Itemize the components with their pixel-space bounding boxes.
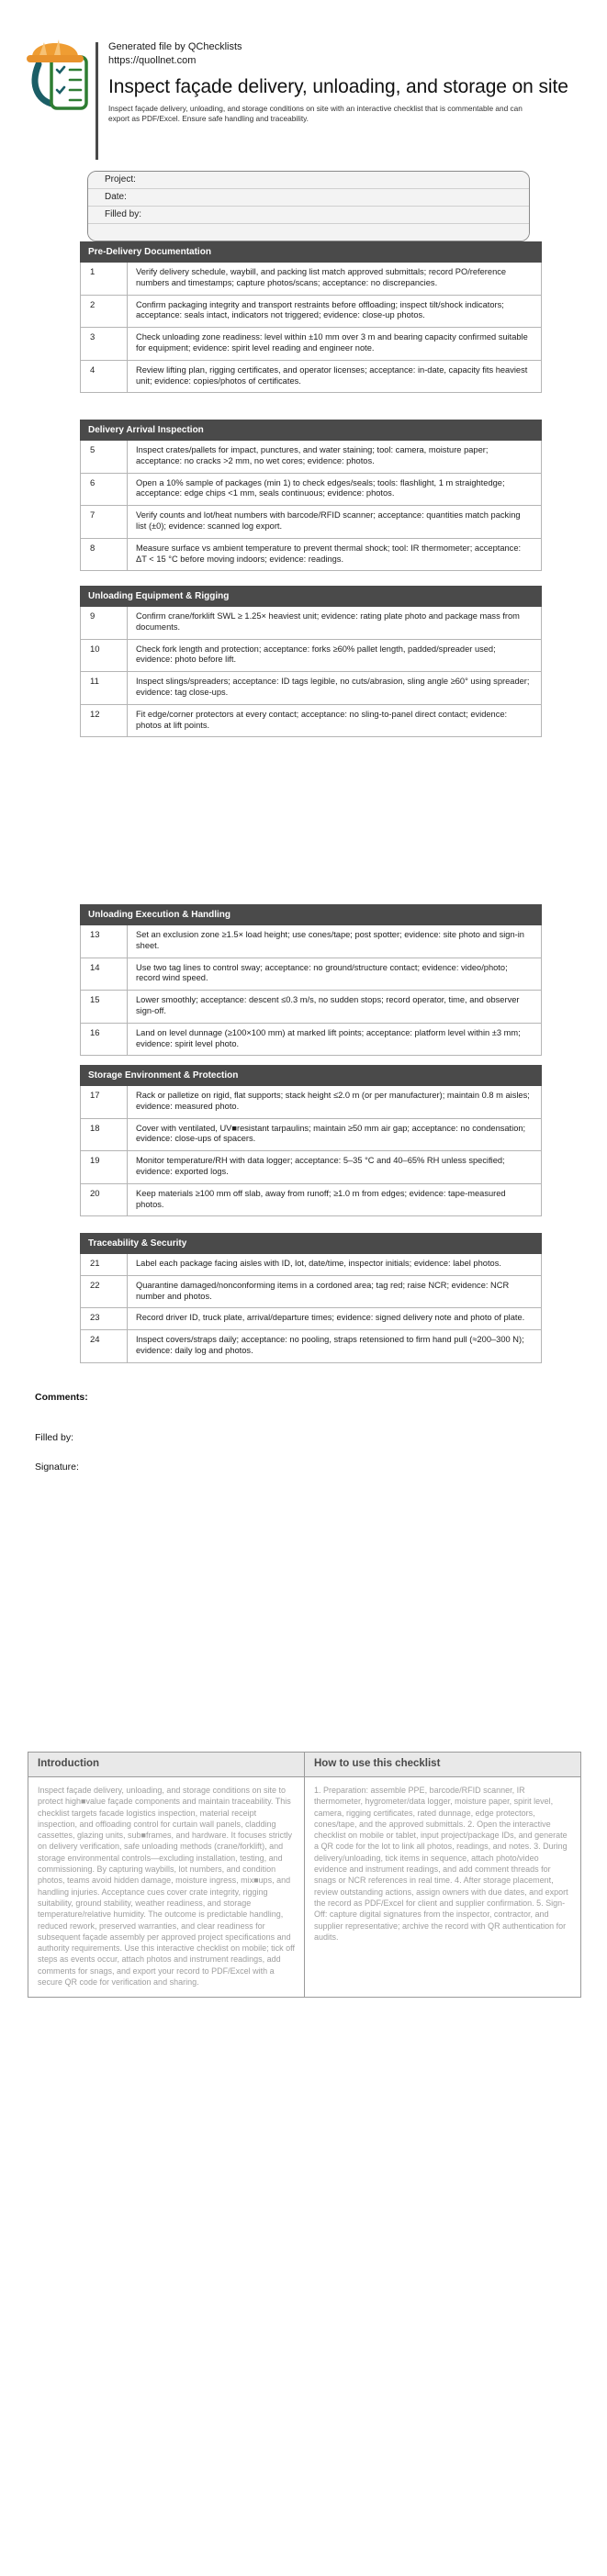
checklist-item-row xyxy=(81,473,542,506)
item-text: Measure surface vs ambient temperature to prevent thermal shock; tool: IR thermometer; acceptance: ΔT < 15 °C before moving indoors; evidence: readings. xyxy=(128,538,542,571)
info-footer xyxy=(28,1752,581,1998)
checklist-item-row xyxy=(81,1275,542,1308)
item-number: 8 xyxy=(81,538,128,571)
checklist-item-row xyxy=(81,1308,542,1330)
checklist-item-row xyxy=(81,639,542,672)
page-title: Inspect façade delivery, unloading, and storage on site xyxy=(108,76,568,97)
meta-field-filled-by[interactable]: Filled by: xyxy=(88,207,529,224)
item-text: Keep materials ≥100 mm off slab, away from runoff; ≥1.0 m from edges; evidence: tape-measured photos. xyxy=(128,1183,542,1216)
item-number: 9 xyxy=(81,607,128,640)
checklist-item-row xyxy=(81,295,542,328)
checklist-section xyxy=(80,420,542,571)
project-meta-box xyxy=(87,171,530,241)
checklist-section xyxy=(80,904,542,1056)
introduction-title: Introduction xyxy=(28,1753,305,1776)
item-number: 18 xyxy=(81,1118,128,1151)
section-title: Unloading Equipment & Rigging xyxy=(81,587,542,607)
checklist-section xyxy=(80,241,542,393)
item-number: 5 xyxy=(81,441,128,474)
checklist-item-row xyxy=(81,538,542,571)
item-number: 1 xyxy=(81,263,128,296)
item-text: Confirm crane/forklift SWL ≥ 1.25× heaviest unit; evidence: rating plate photo and package mass from documents. xyxy=(128,607,542,640)
item-text: Fit edge/corner protectors at every contact; acceptance: no sling-to-panel direct contact; evidence: photos at lift points. xyxy=(128,704,542,737)
item-number: 11 xyxy=(81,672,128,705)
checklist-item-row xyxy=(81,506,542,539)
item-number: 3 xyxy=(81,328,128,361)
item-number: 7 xyxy=(81,506,128,539)
section-title: Unloading Execution & Handling xyxy=(81,905,542,925)
checklist-item-row xyxy=(81,263,542,296)
item-number: 10 xyxy=(81,639,128,672)
item-text: Inspect slings/spreaders; acceptance: ID tags legible, no cuts/abrasion, sling angle ≥60° using spreader; evidence: tag close-ups. xyxy=(128,672,542,705)
item-number: 14 xyxy=(81,958,128,991)
item-text: Rack or palletize on rigid, flat supports; stack height ≤2.0 m (or per manufacturer); maintain 0.8 m aisles; evidence: measured photo. xyxy=(128,1086,542,1119)
item-number: 20 xyxy=(81,1183,128,1216)
item-text: Inspect crates/pallets for impact, punctures, and water staining; tool: camera, moisture paper; acceptance: no cracks >2 mm, no wet cores; evidence: photos. xyxy=(128,441,542,474)
filled-by-label: Filled by: xyxy=(35,1432,74,1443)
howto-title: How to use this checklist xyxy=(314,1758,441,1769)
checklist-item-row xyxy=(81,607,542,640)
item-number: 13 xyxy=(81,925,128,958)
item-number: 19 xyxy=(81,1151,128,1184)
item-number: 15 xyxy=(81,991,128,1024)
item-text: Set an exclusion zone ≥1.5× load height; use cones/tape; post spotter; evidence: site photo and sign-in sheet. xyxy=(128,925,542,958)
checklist-section xyxy=(80,1065,542,1216)
header-divider xyxy=(96,42,98,160)
section-title: Delivery Arrival Inspection xyxy=(81,420,542,441)
item-number: 16 xyxy=(81,1023,128,1056)
checklist-item-row xyxy=(81,704,542,737)
item-number: 12 xyxy=(81,704,128,737)
meta-field-blank[interactable] xyxy=(88,224,529,241)
checklist-item-row xyxy=(81,1023,542,1056)
item-number: 23 xyxy=(81,1308,128,1330)
meta-field-project[interactable]: Project: xyxy=(88,172,529,189)
generated-by-line: Generated file by QChecklists xyxy=(108,41,242,52)
item-text: Review lifting plan, rigging certificates, and operator licenses; acceptance: in-date, capacity fits heaviest unit; evidence: copies/photos of certificates. xyxy=(128,360,542,393)
page-subtitle: Inspect façade delivery, unloading, and storage conditions on site with an interactive checklist that is commentable and can export as PDF/Excel. Ensure safe handling and traceability. xyxy=(108,104,523,123)
item-text: Verify delivery schedule, waybill, and packing list match approved submittals; record PO/reference numbers and timestamps; capture photos/scans; acceptance: no discrepancies. xyxy=(128,263,542,296)
site-url-link[interactable]: https://quollnet.com xyxy=(108,55,197,66)
section-title: Storage Environment & Protection xyxy=(81,1066,542,1086)
checklist-item-row xyxy=(81,360,542,393)
item-number: 21 xyxy=(81,1254,128,1276)
checklist-section xyxy=(80,1233,542,1363)
checklist-item-row xyxy=(81,1151,542,1184)
item-text: Check fork length and protection; acceptance: forks ≥60% pallet length, padded/spreader used; evidence: photo before lift. xyxy=(128,639,542,672)
section-title: Traceability & Security xyxy=(81,1234,542,1254)
item-text: Confirm packaging integrity and transport restraints before offloading; inspect tilt/shock indicators; acceptance: seals intact, indicators not triggered; evidence: close-up photos. xyxy=(128,295,542,328)
item-number: 2 xyxy=(81,295,128,328)
qchecklists-logo-icon xyxy=(24,33,92,116)
comments-label: Comments: xyxy=(35,1392,88,1403)
checklist-item-row xyxy=(81,1254,542,1276)
meta-field-date[interactable]: Date: xyxy=(88,189,529,207)
checklist-item-row xyxy=(81,328,542,361)
checklist-item-row xyxy=(81,1183,542,1216)
item-number: 4 xyxy=(81,360,128,393)
item-text: Cover with ventilated, UV■resistant tarpaulins; maintain ≥50 mm air gap; acceptance: no condensation; evidence: close-ups of spacers. xyxy=(128,1118,542,1151)
item-number: 24 xyxy=(81,1330,128,1363)
section-title: Pre-Delivery Documentation xyxy=(81,242,542,263)
checklist-item-row xyxy=(81,925,542,958)
item-text: Check unloading zone readiness: level within ±10 mm over 3 m and bearing capacity confirmed suitable for equipment; evidence: spirit level reading and engineer note. xyxy=(128,328,542,361)
howto-text: 1. Preparation: assemble PPE, barcode/RFID scanner, IR thermometer, hygrometer/data logger, moisture paper, spirit level, camera, rigging certificates, rated dunnage, edge protectors, cones/tape, and the approved submittals. 2. Open the interactive checklist on mobile or tablet, input project/package IDs, and generate a QR code for the lot to link all photos, readings, and notes. 3. During delivery/unloading, tick items in sequence, attach photo/video evidence and instrument readings, and add comment threads for snags or NCR references in real time. 4. After storage placement, review outstanding actions, assign owners with due dates, and export the record as PDF/Excel for client and supplier confirmation. 5. Sign-Off: capture digital signatures from the inspector, contractor, and supplier representative; archive the record with QR authentication for audits. xyxy=(314,1786,568,1942)
checklist-item-row xyxy=(81,991,542,1024)
item-text: Monitor temperature/RH with data logger; acceptance: 5–35 °C and 40–65% RH unless specified; evidence: exported logs. xyxy=(128,1151,542,1184)
item-text: Record driver ID, truck plate, arrival/departure times; evidence: signed delivery note and photo of plate. xyxy=(128,1308,542,1330)
item-number: 6 xyxy=(81,473,128,506)
item-text: Label each package facing aisles with ID, lot, date/time, inspector initials; evidence: label photos. xyxy=(128,1254,542,1276)
checklist-item-row xyxy=(81,1086,542,1119)
checklist-item-row xyxy=(81,1118,542,1151)
item-text: Land on level dunnage (≥100×100 mm) at marked lift points; acceptance: platform level within ±3 mm; evidence: spirit level photo. xyxy=(128,1023,542,1056)
checklist-item-row xyxy=(81,958,542,991)
item-text: Lower smoothly; acceptance: descent ≤0.3 m/s, no sudden stops; record operator, time, and observer sign-off. xyxy=(128,991,542,1024)
checklist-item-row xyxy=(81,441,542,474)
signature-label: Signature: xyxy=(35,1462,79,1473)
checklist-item-row xyxy=(81,672,542,705)
item-text: Open a 10% sample of packages (min 1) to check edges/seals; tools: flashlight, 1 m straightedge; acceptance: edge chips <1 mm, seals continuous; evidence: photos. xyxy=(128,473,542,506)
checklist-item-row xyxy=(81,1330,542,1363)
checklist-section xyxy=(80,586,542,737)
item-number: 22 xyxy=(81,1275,128,1308)
item-number: 17 xyxy=(81,1086,128,1119)
introduction-text: Inspect façade delivery, unloading, and storage conditions on site to protect high■value façade components and maintain traceability. This checklist targets facade logistics inspection, material receipt inspection, and offloading control for curtain wall panels, cladding cassettes, glazing units, sub■frames, and hardware. It focuses strictly on delivery verification, safe unloading methods (crane/forklift), and storage environmental controls—excluding installation, testing, and commissioning. By capturing waybills, lot numbers, and condition photos, teams avoid hidden damage, moisture ingress, mix■ups, and handling injuries. Acceptance cues cover crate integrity, rigging suitability, ground stability, weather readiness, and storage temperature/relative humidity. The outcome is predictable handling, reduced rework, preserved warranties, and clear readiness for subsequent façade assembly per approved project specifications and authority requirements. Use this interactive checklist on mobile; tick off steps as events occur, attach photos and instrument readings, add comments for snags, and export your record to PDF/Excel with a secure QR code for verification and sharing. xyxy=(28,1777,305,1997)
item-text: Inspect covers/straps daily; acceptance: no pooling, straps retensioned to firm hand pull (≈200–300 N); evidence: daily log and photos. xyxy=(128,1330,542,1363)
item-text: Verify counts and lot/heat numbers with barcode/RFID scanner; acceptance: quantities match packing list (±0); evidence: scanned log export. xyxy=(128,506,542,539)
item-text: Use two tag lines to control sway; acceptance: no ground/structure contact; evidence: video/photo; record wind speed. xyxy=(128,958,542,991)
item-text: Quarantine damaged/nonconforming items in a cordoned area; tag red; raise NCR; evidence: NCR number and photos. xyxy=(128,1275,542,1308)
